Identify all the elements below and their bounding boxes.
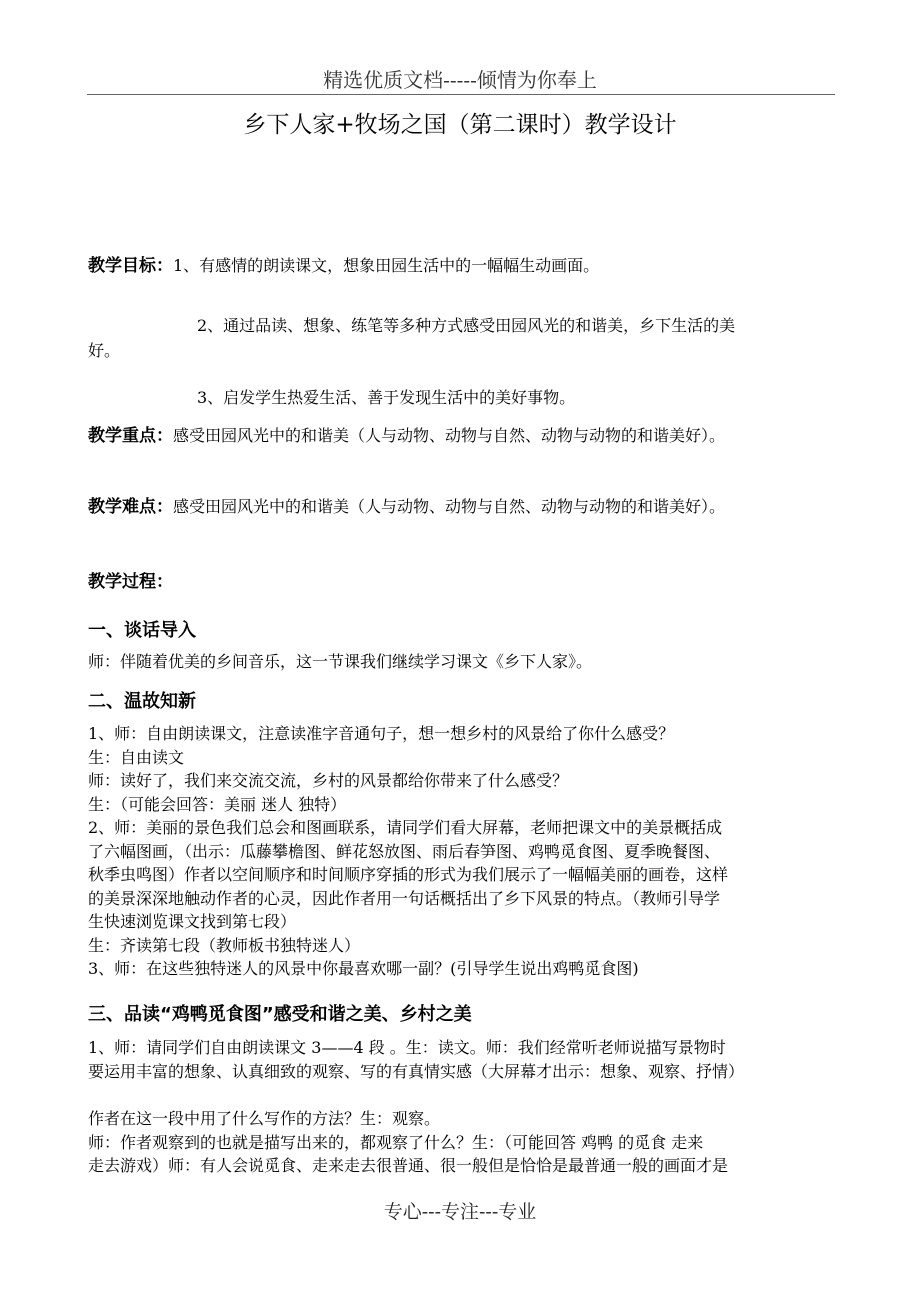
- section-3-body-b: [88, 1107, 834, 1178]
- page-footer: 专心---专注---专业: [383, 1201, 537, 1223]
- objectives-row: [88, 254, 599, 278]
- key-point-row: [88, 424, 725, 448]
- section-3-body-a: [88, 1036, 834, 1083]
- section-2-line: 的美景深深地触动作者的心灵，因此作者用一句话概括出了乡下风景的特点。（教师引导学: [88, 888, 721, 908]
- section-3-line: 1、师：请同学们自由朗读课文 3——4 段 。生：读文。师：我们经常听老师说描写景物时: [88, 1038, 726, 1057]
- difficulty-label: 教学难点：: [88, 497, 173, 517]
- section-3-line: 走去游戏）师：有人会说觅食、走来走去很普通、很一般但是恰恰是最普通一般的画面才是: [88, 1156, 729, 1175]
- section-2-line: 秋季虫鸣图）作者以空间顺序和时间顺序穿插的形式为我们展示了一幅幅美丽的画卷，这样: [88, 865, 729, 884]
- section-1-heading: 一、谈话导入: [88, 620, 196, 641]
- section-3-line: 师：作者观察到的也就是描写出来的，都观察了什么？生：（可能回答 鸡鸭 的觅食 走来: [88, 1132, 704, 1152]
- section-2-line: 生：自由读文: [88, 747, 185, 767]
- objective-item-1: 1、有感情的朗读课文，想象田园生活中的一幅幅生动画面。: [173, 256, 600, 275]
- section-2-line: 3、师：在这些独特迷人的风景中你最喜欢哪一副？(引导学生说出鸡鸭觅食图): [88, 959, 639, 978]
- section-2-line: 生快速浏览课文找到第七段）: [88, 912, 297, 931]
- difficulty-row: [88, 495, 725, 519]
- section-2-line: 生：（可能会回答：美丽 迷人 独特）: [88, 794, 347, 814]
- process-label: 教学过程：: [88, 572, 173, 592]
- objective-item-2: 2、通过品读、想象、练笔等多种方式感受田园风光的和谐美，乡下生活的美: [197, 316, 736, 335]
- key-point-text: 感受田园风光中的和谐美（人与动物、动物与自然、动物与动物的和谐美好）。: [173, 426, 726, 445]
- section-2-heading: 二、温故知新: [88, 691, 196, 712]
- header-divider: [87, 94, 835, 95]
- objectives-label: 教学目标：: [88, 256, 173, 276]
- section-2-line: 师：读好了，我们来交流交流，乡村的风景都给你带来了什么感受？: [88, 771, 569, 790]
- document-title: 乡下人家+牧场之国（第二课时）教学设计: [243, 112, 677, 138]
- section-2-body: [88, 722, 834, 981]
- section-2-line: 2、师：美丽的景色我们总会和图画联系，请同学们看大屏幕，老师把课文中的美景概括成: [88, 818, 723, 837]
- section-1-body: [88, 650, 834, 674]
- page-header: 精选优质文档-----倾情为你奉上: [323, 68, 597, 92]
- objective-item-3: 3、启发学生热爱生活、善于发现生活中的美好事物。: [197, 388, 576, 407]
- section-1-line: 师：伴随着优美的乡间音乐，这一节课我们继续学习课文《乡下人家》。: [88, 652, 593, 671]
- section-3-heading: 三、品读“鸡鸭觅食图”感受和谐之美、乡村之美: [88, 1004, 472, 1025]
- objective-item-2-cont: 好。: [88, 341, 121, 360]
- section-3-line: 要运用丰富的想象、认真细致的观察、写的有真情实感（大屏幕才出示：想象、观察、抒情）: [88, 1061, 745, 1081]
- section-2-line: 1、师：自由朗读课文，注意读准字音通句子，想一想乡村的风景给了你什么感受？: [88, 724, 675, 743]
- section-3-line: 作者在这一段中用了什么写作的方法？生：观察。: [88, 1109, 441, 1128]
- section-2-line: 了六幅图画，（出示：瓜藤攀檐图、鲜花怒放图、雨后春笋图、鸡鸭觅食图、夏季晚餐图、: [88, 841, 721, 861]
- section-2-line: 生：齐读第七段（教师板书独特迷人）: [88, 935, 361, 955]
- difficulty-text: 感受田园风光中的和谐美（人与动物、动物与自然、动物与动物的和谐美好）。: [173, 497, 726, 516]
- key-point-label: 教学重点：: [88, 426, 173, 446]
